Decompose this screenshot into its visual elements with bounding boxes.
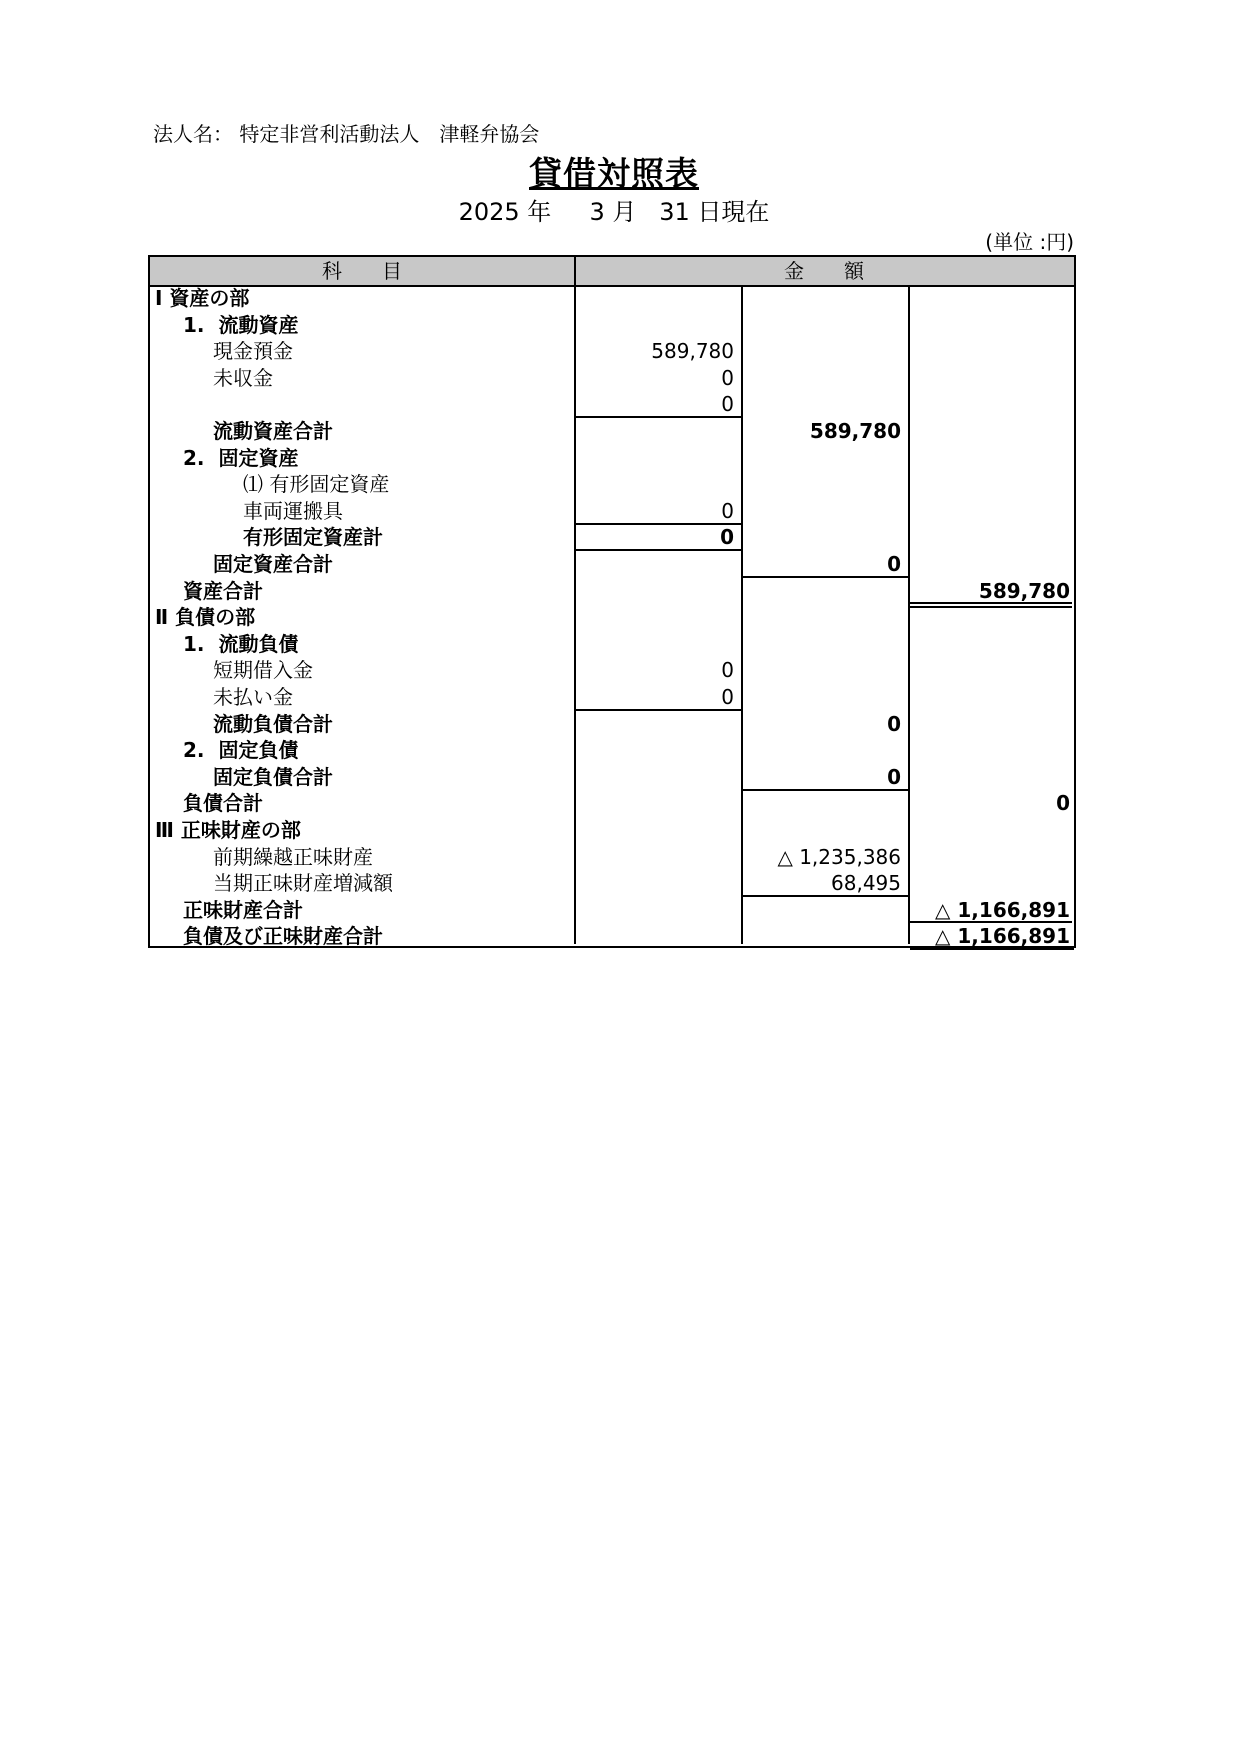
row-label: 2. 固定負債 xyxy=(183,738,299,763)
date-year: 2025 xyxy=(458,198,520,226)
row-label: 流動負債合計 xyxy=(213,711,333,736)
row-amount-col3: 0 xyxy=(1056,791,1070,816)
row-label: 未払い金 xyxy=(213,685,293,709)
row-amount-col2: 0 xyxy=(887,711,901,736)
table-frame xyxy=(148,255,1076,948)
balance-sheet-table xyxy=(148,255,1074,949)
row-label: Ⅲ 正味財産の部 xyxy=(155,818,301,842)
row-amount-col2: 0 xyxy=(887,552,901,576)
row-amount-col1: 0 xyxy=(721,392,734,417)
row-label: 当期正味財産増減額 xyxy=(213,871,393,896)
row-amount-col2: 68,495 xyxy=(831,871,901,896)
row-amount-col1: 0 xyxy=(721,365,734,390)
unit-note: (単位 :円) xyxy=(985,230,1074,254)
row-label: 車両運搬具 xyxy=(243,498,343,523)
row-label: 負債合計 xyxy=(183,791,263,816)
row-label: Ⅰ 資産の部 xyxy=(155,286,250,310)
row-amount-col1: 0 xyxy=(720,525,734,550)
organization-line xyxy=(153,118,539,147)
row-label: 1. 流動負債 xyxy=(183,631,299,656)
report-date xyxy=(0,192,1228,227)
row-label: 固定資産合計 xyxy=(213,552,333,576)
row-label: 短期借入金 xyxy=(213,658,313,683)
row-amount-col2: 589,780 xyxy=(809,419,901,443)
header-amount-column: 金 額 xyxy=(784,259,864,283)
header-item-column: 科 目 xyxy=(322,259,402,283)
row-label: 流動資産合計 xyxy=(213,419,333,443)
row-label: 正味財産合計 xyxy=(183,897,303,922)
row-label: ⑴ 有形固定資産 xyxy=(243,472,390,497)
row-amount-col3: △ 1,166,891 xyxy=(935,897,1070,922)
row-label: Ⅱ 負債の部 xyxy=(155,605,256,630)
date-month: 3 xyxy=(589,198,605,226)
row-label: 1. 流動資産 xyxy=(183,312,299,337)
row-amount-col2: △ 1,235,386 xyxy=(777,844,901,869)
page-title: 貸借対照表 xyxy=(529,154,699,193)
row-amount-col1: 0 xyxy=(721,685,734,709)
row-amount-col1: 589,780 xyxy=(651,339,734,364)
row-label: 2. 固定資産 xyxy=(183,445,299,470)
row-amount-col3: 589,780 xyxy=(978,578,1070,603)
date-year-unit: 年 xyxy=(527,198,552,226)
row-label: 現金預金 xyxy=(213,339,293,364)
date-month-unit: 月 xyxy=(612,198,637,226)
row-label: 前期繰越正味財産 xyxy=(213,844,373,869)
row-amount-col3: △ 1,166,891 xyxy=(935,924,1070,949)
date-day: 31 xyxy=(659,198,690,226)
organization-name: 特定非営利活動法人 津軽弁協会 xyxy=(239,122,540,146)
date-day-suffix: 日現在 xyxy=(697,198,770,226)
row-label: 有形固定資産計 xyxy=(243,525,383,550)
row-amount-col1: 0 xyxy=(721,498,734,523)
row-label: 負債及び正味財産合計 xyxy=(183,924,383,949)
organization-label: 法人名： xyxy=(153,122,233,146)
row-label: 未収金 xyxy=(213,365,273,390)
row-label: 固定負債合計 xyxy=(213,764,333,789)
row-amount-col1: 0 xyxy=(721,658,734,683)
row-amount-col2: 0 xyxy=(887,764,901,789)
row-label: 資産合計 xyxy=(183,578,263,603)
